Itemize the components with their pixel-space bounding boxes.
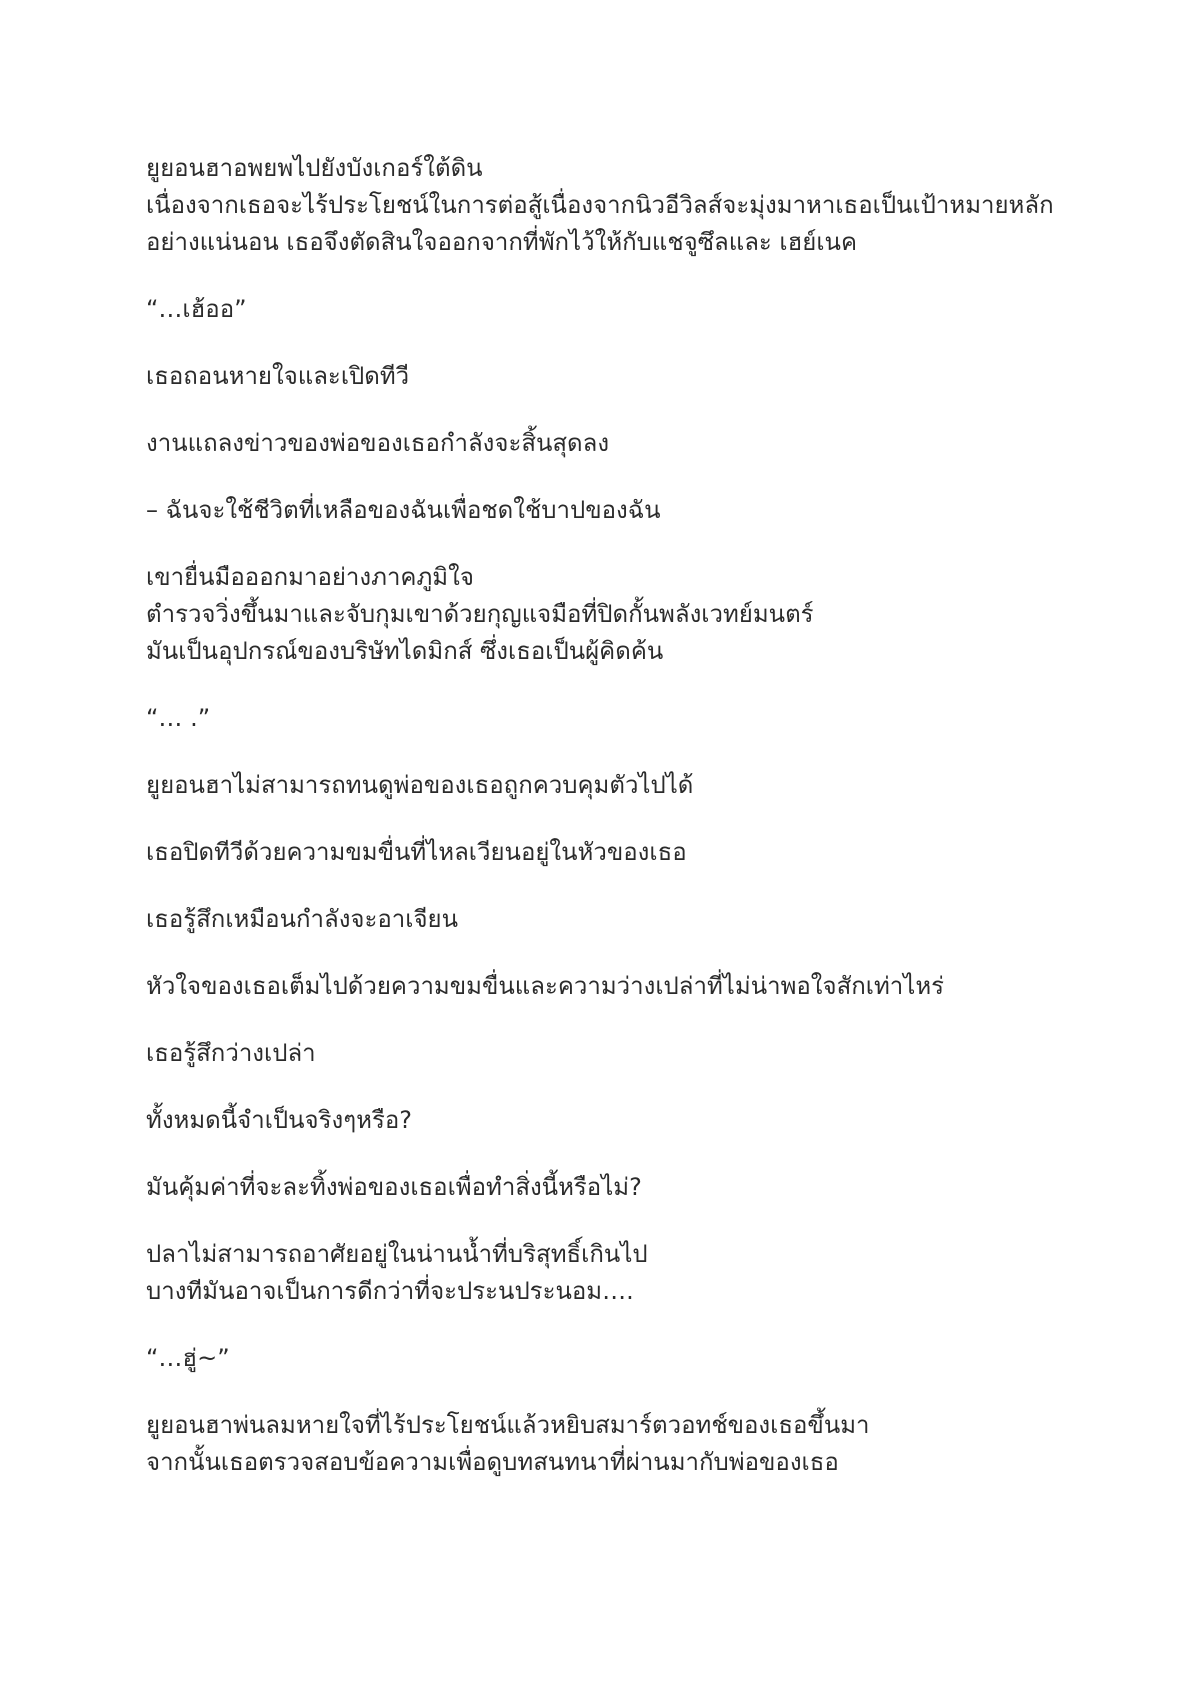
text-line: “…เฮ้ออ” <box>146 295 247 323</box>
dialogue-paragraph <box>146 1340 1076 1377</box>
text-line: งานแถลงข่าวของพ่อของเธอกำลังจะสิ้นสุดลง <box>146 429 610 457</box>
text-line: ปลาไม่สามารถอาศัยอยู่ในน่านน้ำที่บริสุทธิ์เกินไป <box>146 1240 648 1268</box>
paragraph <box>146 358 1076 395</box>
text-line: เธอถอนหายใจและเปิดทีวี <box>146 362 410 390</box>
dialogue-paragraph <box>146 291 1076 328</box>
text-line: “… .” <box>146 704 211 732</box>
text-line: ยูยอนฮาอพยพไปยังบังเกอร์ใต้ดิน <box>146 154 483 182</box>
paragraph <box>146 425 1076 462</box>
text-line: เนื่องจากเธอจะไร้ประโยชน์ในการต่อสู้เนื่องจากนิวอีวิลส์จะมุ่งมาหาเธอเป็นเป้าหมายหลัก <box>146 191 1054 219</box>
text-line: เธอรู้สึกเหมือนกำลังจะอาเจียน <box>146 905 459 933</box>
text-line: ตำรวจวิ่งขึ้นมาและจับกุมเขาด้วยกุญแจมือที่ปิดกั้นพลังเวทย์มนตร์ <box>146 600 814 628</box>
text-line: เธอรู้สึกว่างเปล่า <box>146 1039 316 1067</box>
document-body <box>146 150 1076 1511</box>
paragraph <box>146 1169 1076 1206</box>
text-line: ยูยอนฮาพ่นลมหายใจที่ไร้ประโยชน์แล้วหยิบสมาร์ตวอทช์ของเธอขึ้นมา <box>146 1411 870 1439</box>
paragraph <box>146 968 1076 1005</box>
text-line: มันคุ้มค่าที่จะละทิ้งพ่อของเธอเพื่อทำสิ่งนี้หรือไม่? <box>146 1173 642 1201</box>
dialogue-paragraph <box>146 700 1076 737</box>
text-line: ทั้งหมดนี้จำเป็นจริงๆหรือ? <box>146 1106 412 1134</box>
text-line: บางทีมันอาจเป็นการดีกว่าที่จะประนประนอม…. <box>146 1277 634 1305</box>
paragraph <box>146 150 1076 261</box>
paragraph <box>146 1035 1076 1072</box>
text-line: ยูยอนฮาไม่สามารถทนดูพ่อของเธอถูกควบคุมตัวไปได้ <box>146 771 694 799</box>
paragraph <box>146 1236 1076 1310</box>
paragraph <box>146 492 1076 529</box>
text-line: – ฉันจะใช้ชีวิตที่เหลือของฉันเพื่อชดใช้บาปของฉัน <box>146 496 661 524</box>
text-line: อย่างแน่นอน เธอจึงตัดสินใจออกจากที่พักไว้ให้กับแชจูซึลและ เฮย์เนค <box>146 228 857 256</box>
text-line: เขายื่นมือออกมาอย่างภาคภูมิใจ <box>146 563 474 591</box>
paragraph <box>146 1407 1076 1481</box>
text-line: หัวใจของเธอเต็มไปด้วยความขมขื่นและความว่างเปล่าที่ไม่น่าพอใจสักเท่าไหร่ <box>146 972 945 1000</box>
text-line: เธอปิดทีวีด้วยความขมขื่นที่ไหลเวียนอยู่ในหัวของเธอ <box>146 838 687 866</box>
paragraph <box>146 767 1076 804</box>
text-line: มันเป็นอุปกรณ์ของบริษัทไดมิกส์ ซึ่งเธอเป็นผู้คิดค้น <box>146 637 664 665</box>
paragraph <box>146 559 1076 670</box>
paragraph <box>146 1102 1076 1139</box>
paragraph <box>146 834 1076 871</box>
text-line: จากนั้นเธอตรวจสอบข้อความเพื่อดูบทสนทนาที่ผ่านมากับพ่อของเธอ <box>146 1448 839 1476</box>
paragraph <box>146 901 1076 938</box>
text-line: “…ฮู่~” <box>146 1344 230 1372</box>
